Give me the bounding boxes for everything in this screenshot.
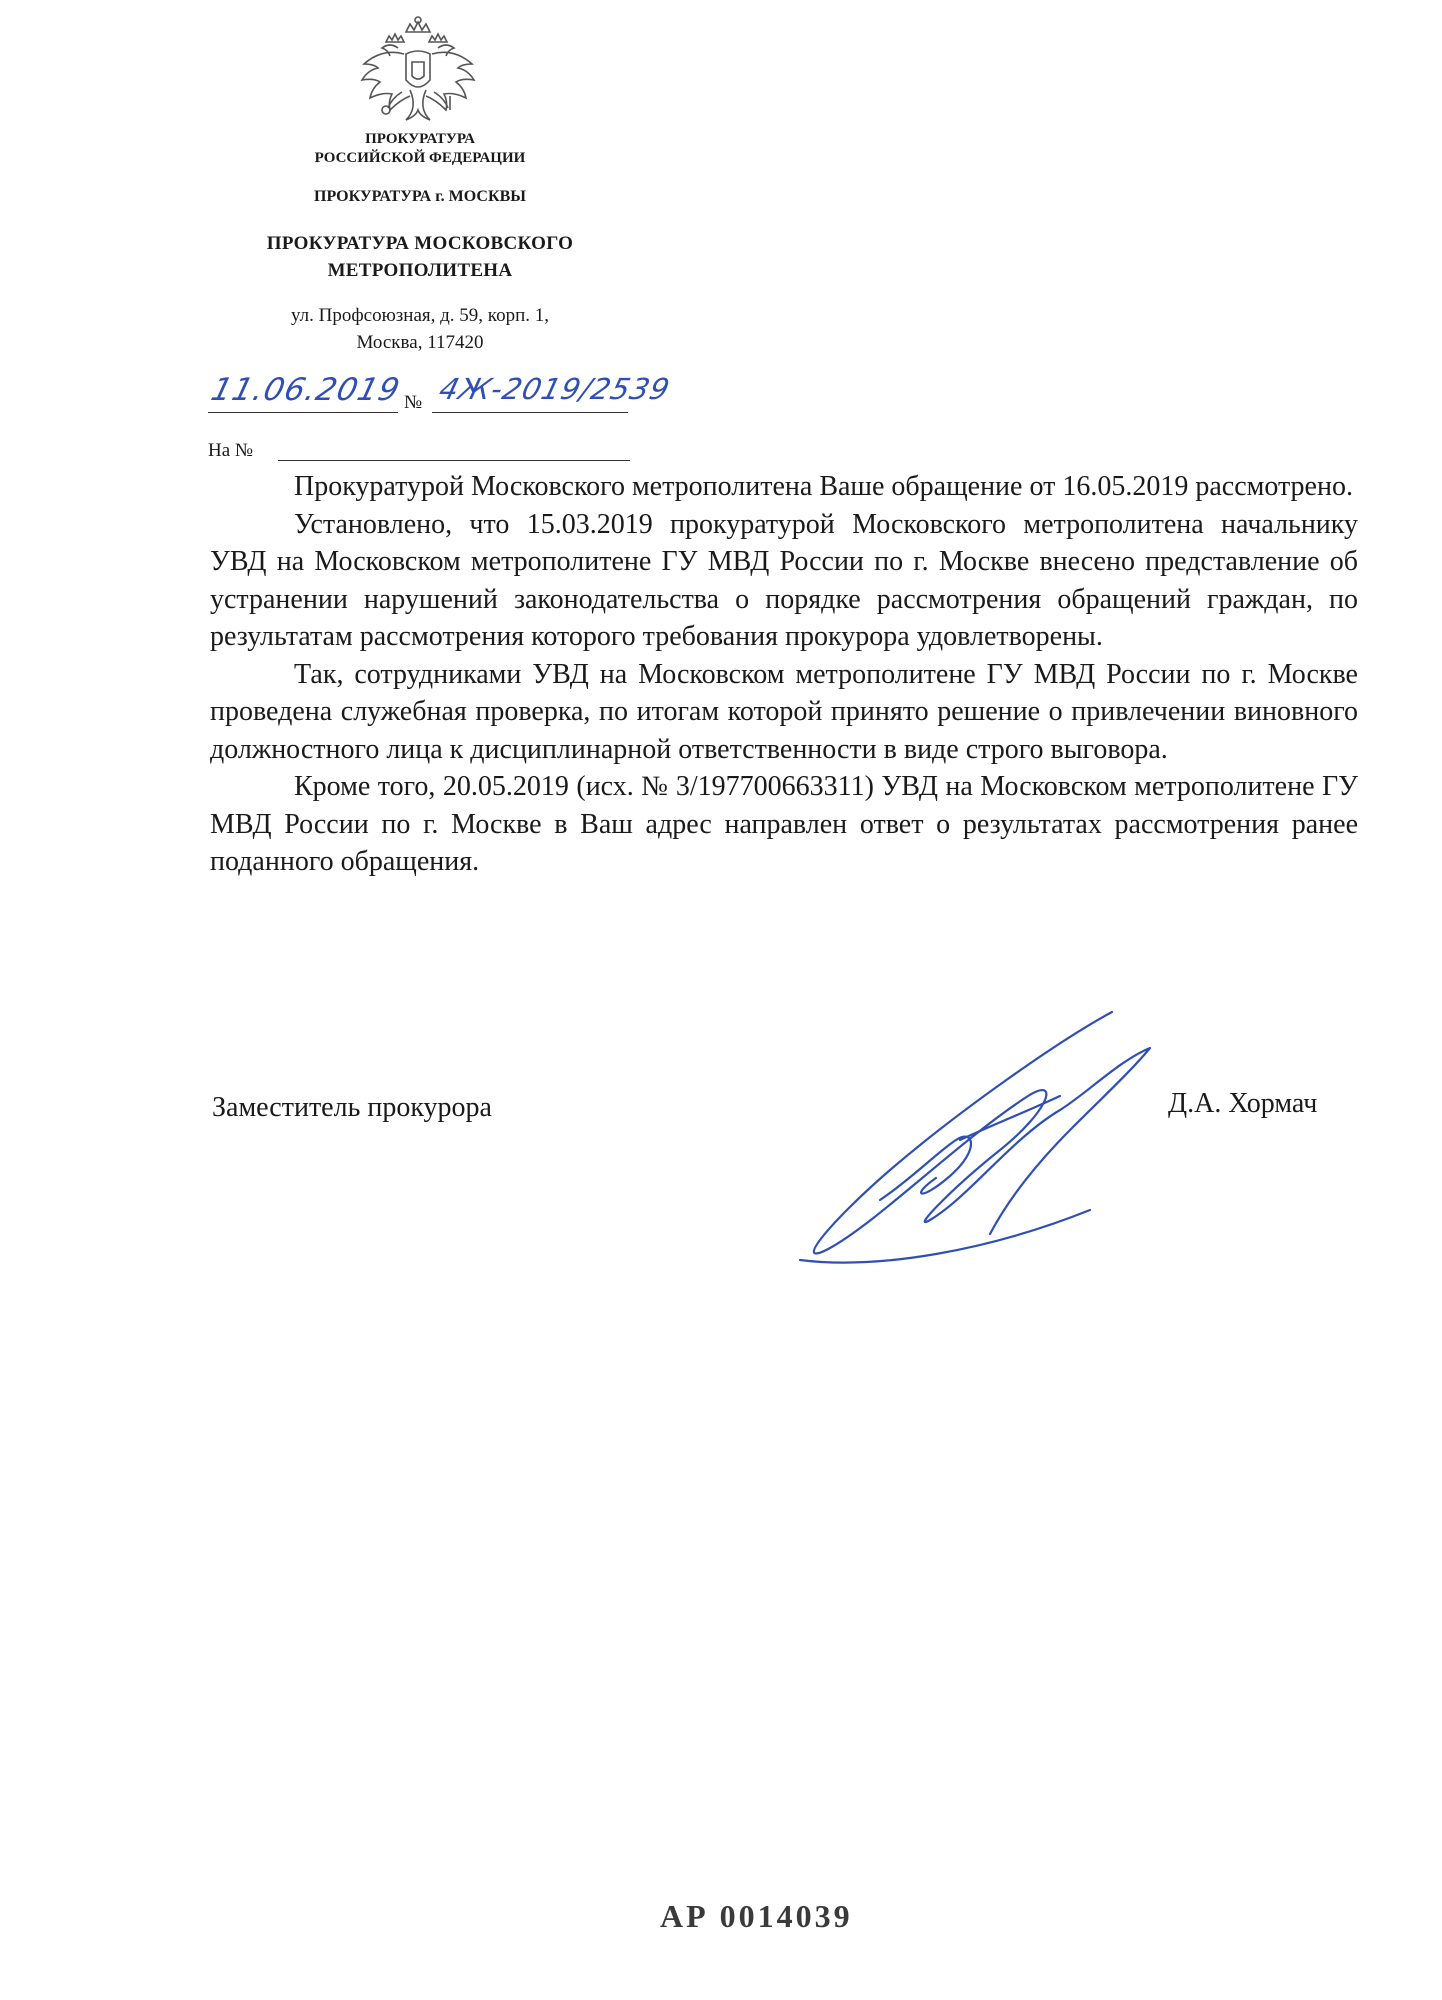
agency-name [160, 130, 680, 168]
number-underline [432, 412, 628, 413]
letter-body [210, 468, 1358, 881]
number-sign: № [404, 392, 423, 413]
body-paragraph: Установлено, что 15.03.2019 прокуратурой Московского метрополитена начальнику УВД на Московском метрополитене ГУ МВД России по г. Москве внесено представление об устранении нарушений законодательства о порядке рассмотрения обращений граждан, по результатам рассмотрения которого требования прокурора удовлетворены. [210, 508, 1358, 652]
date-underline [208, 412, 398, 413]
metro-office [160, 230, 680, 284]
metro-office-line-1: ПРОКУРАТУРА МОСКОВСКОГО [266, 233, 574, 254]
address-line-2: Москва, 117420 [356, 332, 484, 353]
handwritten-signature [760, 1000, 1190, 1300]
handwritten-date: 11.06.2019 [207, 372, 404, 408]
body-paragraph: Прокуратурой Московского метрополитена Ваше обращение от 16.05.2019 рассмотрено. [294, 471, 1353, 502]
agency-line-2: РОССИЙСКОЙ ФЕДЕРАЦИИ [314, 150, 526, 166]
body-paragraph: Кроме того, 20.05.2019 (исх. № 3/197700663311) УВД на Московском метрополитене ГУ МВД России по г. Москве в Ваш адрес направлен ответ о результатах рассмотрения ранее поданного обращения. [210, 771, 1358, 877]
handwritten-number: 4Ж-2019/2539 [435, 372, 674, 406]
coat-of-arms-emblem [356, 14, 480, 132]
in-reply-to-underline [278, 460, 630, 461]
office-address [160, 302, 680, 356]
city-office: ПРОКУРАТУРА г. МОСКВЫ [314, 188, 526, 205]
in-reply-to-label: На № [208, 440, 254, 461]
signatory-title: Заместитель прокурора [212, 1092, 492, 1123]
signatory-name: Д.А. Хормач [1168, 1088, 1318, 1119]
metro-office-line-2: МЕТРОПОЛИТЕНА [327, 260, 513, 281]
address-line-1: ул. Профсоюзная, д. 59, корп. 1, [290, 305, 549, 326]
body-paragraph: Так, сотрудниками УВД на Московском метрополитене ГУ МВД России по г. Москве проведена служебная проверка, по итогам которой принято решение о привлечении виновного должностного лица к дисциплинарной ответственности в виде строго выговора. [210, 658, 1358, 765]
agency-line-1: ПРОКУРАТУРА [365, 131, 475, 147]
form-serial-number: АР 0014039 [660, 1898, 853, 1934]
